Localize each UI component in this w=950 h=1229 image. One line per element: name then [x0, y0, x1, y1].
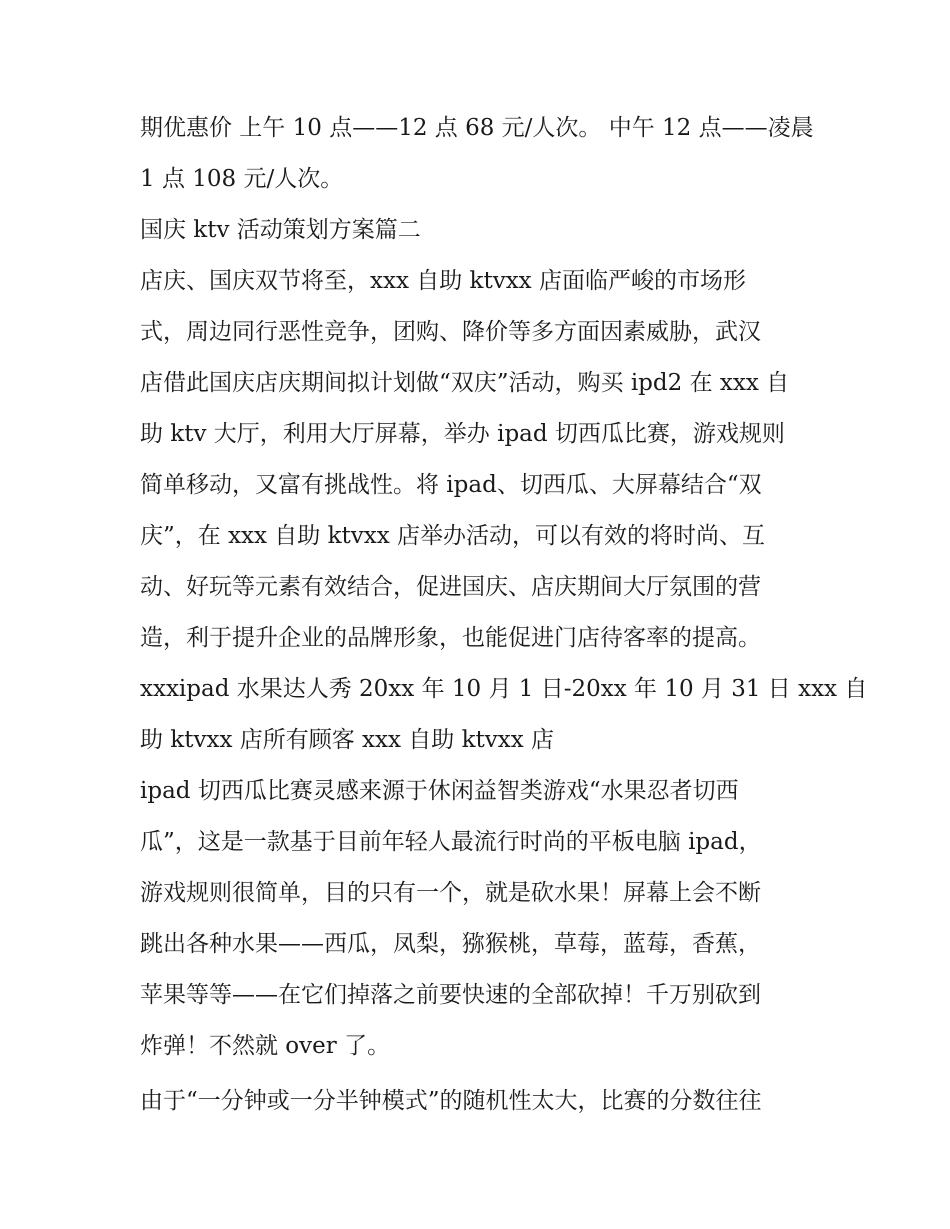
- text-line: 瓜”，这是一款基于目前年轻人最流行时尚的平板电脑 ipad，: [140, 829, 762, 855]
- text-line: 店借此国庆店庆期间拟计划做“双庆”活动，购买 ipd2 在 xxx 自: [140, 370, 790, 396]
- text-line: ipad 切西瓜比赛灵感来源于休闲益智类游戏“水果忍者切西: [140, 778, 739, 804]
- text-line: 助 ktv 大厅，利用大厅屏幕，举办 ipad 切西瓜比赛，游戏规则: [140, 421, 785, 447]
- text-line: 动、好玩等元素有效结合，促进国庆、店庆期间大厅氛围的营: [140, 574, 761, 600]
- text-line: 1 点 108 元/人次。: [140, 166, 344, 192]
- paragraph-game-intro: [140, 766, 820, 1072]
- section-heading: [140, 205, 820, 256]
- text-line: 简单移动，又富有挑战性。将 ipad、切西瓜、大屏幕结合“双: [140, 472, 762, 498]
- text-line: 式，周边同行恶性竞争，团购、降价等多方面因素威胁，武汉: [140, 319, 761, 345]
- text-line: 庆”，在 xxx 自助 ktvxx 店举办活动，可以有效的将时尚、互: [140, 523, 766, 549]
- document-body: [140, 103, 868, 1127]
- text-line: 期优惠价 上午 10 点——12 点 68 元/人次。 中午 12 点——凌晨: [140, 115, 814, 141]
- text-line: xxxipad 水果达人秀 20xx 年 10 月 1 日-20xx 年 10 月 31 日 xxx 自: [140, 676, 868, 702]
- text-line: 跳出各种水果——西瓜，凤梨，猕猴桃，草莓，蓝莓，香蕉，: [140, 931, 761, 957]
- paragraph-rules: [140, 1076, 820, 1127]
- text-line: 造，利于提升企业的品牌形象，也能促进门店待客率的提高。: [140, 625, 761, 651]
- text-line: 游戏规则很简单，目的只有一个，就是砍水果！屏幕上会不断: [140, 880, 761, 906]
- text-line: 由于“一分钟或一分半钟模式”的随机性太大，比赛的分数往往: [140, 1088, 762, 1114]
- heading-line: 国庆 ktv 活动策划方案篇二: [140, 217, 421, 243]
- text-line: 店庆、国庆双节将至，xxx 自助 ktvxx 店面临严峻的市场形: [140, 268, 746, 294]
- text-line: 苹果等等——在它们掉落之前要快速的全部砍掉！千万别砍到: [140, 982, 761, 1008]
- text-line: 助 ktvxx 店所有顾客 xxx 自助 ktvxx 店: [140, 727, 555, 753]
- paragraph-pricing: [140, 103, 820, 205]
- text-line: 炸弹！不然就 over 了。: [140, 1033, 391, 1059]
- paragraph-background: [140, 256, 868, 766]
